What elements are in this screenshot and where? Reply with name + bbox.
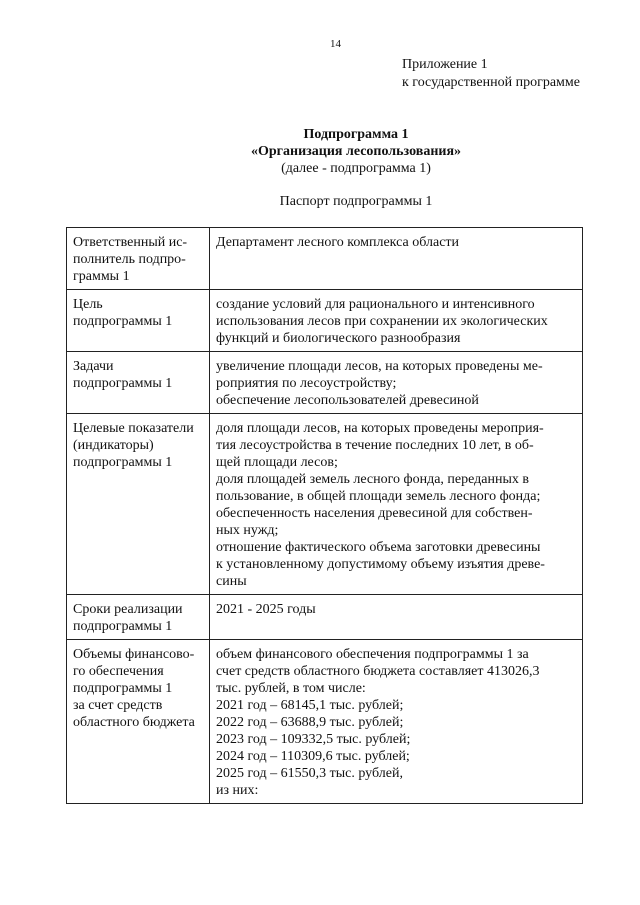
label-line: Цель: [73, 297, 103, 312]
row-value: [210, 595, 583, 640]
row-value: [210, 352, 583, 414]
table-row: [67, 595, 583, 640]
page-number: 14: [330, 38, 341, 50]
title-line-1: Подпрограмма 1: [303, 127, 409, 142]
value-line: роприятия по лесоустройству;: [216, 376, 397, 391]
value-line: обеспеченность населения древесиной для собствен-: [216, 506, 533, 521]
value-line: отношение фактического объема заготовки древесины: [216, 540, 541, 555]
value-line: 2023 год – 109332,5 тыс. рублей;: [216, 732, 411, 747]
value-line: увеличение площади лесов, на которых проведены ме-: [216, 359, 543, 374]
value-line: ных нужд;: [216, 523, 279, 538]
subprogram-title: [0, 126, 640, 177]
label-line: полнитель подпро-: [73, 252, 186, 267]
row-value: [210, 414, 583, 595]
value-line: тыс. рублей, в том числе:: [216, 681, 366, 696]
value-line: обеспечение лесопользователей древесиной: [216, 393, 479, 408]
table-row: [67, 290, 583, 352]
row-label: [67, 290, 210, 352]
value-line: тия лесоустройства в течение последних 10 лет, в об-: [216, 438, 534, 453]
label-line: подпрограммы 1: [73, 376, 173, 391]
label-line: подпрограммы 1: [73, 619, 173, 634]
passport-title: Паспорт подпрограммы 1: [279, 194, 433, 209]
label-line: Ответственный ис-: [73, 235, 188, 250]
value-line: функций и биологического разнообразия: [216, 331, 461, 346]
label-line: подпрограммы 1: [73, 681, 173, 696]
value-line: сины: [216, 574, 247, 589]
label-line: подпрограммы 1: [73, 314, 173, 329]
row-label: [67, 595, 210, 640]
title-line-2: «Организация лесопользования»: [250, 144, 462, 159]
value-line: создание условий для рационального и интенсивного: [216, 297, 535, 312]
value-line: доля площадей земель лесного фонда, переданных в: [216, 472, 529, 487]
row-label: [67, 352, 210, 414]
appendix-line-1: Приложение 1: [402, 57, 488, 72]
value-line: из них:: [216, 783, 259, 798]
table-row: [67, 228, 583, 290]
value-line: 2024 год – 110309,6 тыс. рублей;: [216, 749, 410, 764]
label-line: граммы 1: [73, 269, 130, 284]
row-value: [210, 290, 583, 352]
title-line-3: (далее - подпрограмма 1): [281, 161, 431, 176]
row-label: [67, 640, 210, 804]
passport-table: [66, 227, 583, 804]
label-line: (индикаторы): [73, 438, 154, 453]
row-label: [67, 228, 210, 290]
label-line: Объемы финансово-: [73, 647, 195, 662]
label-line: подпрограммы 1: [73, 455, 173, 470]
label-line: областного бюджета: [73, 715, 195, 730]
value-line: к установленному допустимому объему изъятия древе-: [216, 557, 545, 572]
row-value: [210, 640, 583, 804]
label-line: го обеспечения: [73, 664, 164, 679]
label-line: Задачи: [73, 359, 114, 374]
table-row: [67, 352, 583, 414]
label-line: за счет средств: [73, 698, 163, 713]
appendix-line-2: к государственной программе: [402, 75, 580, 90]
value-line: 2021 - 2025 годы: [216, 602, 316, 617]
value-line: пользование, в общей площади земель лесного фонда;: [216, 489, 541, 504]
value-line: 2021 год – 68145,1 тыс. рублей;: [216, 698, 404, 713]
value-line: объем финансового обеспечения подпрограммы 1 за: [216, 647, 529, 662]
label-line: Целевые показатели: [73, 421, 194, 436]
label-line: Сроки реализации: [73, 602, 183, 617]
table-row: [67, 414, 583, 595]
row-label: [67, 414, 210, 595]
value-line: 2022 год – 63688,9 тыс. рублей;: [216, 715, 404, 730]
value-line: использования лесов при сохранении их экологических: [216, 314, 548, 329]
value-line: Департамент лесного комплекса области: [216, 235, 460, 250]
value-line: доля площади лесов, на которых проведены мероприя-: [216, 421, 544, 436]
value-line: щей площади лесов;: [216, 455, 338, 470]
table-row: [67, 640, 583, 804]
appendix-note: [402, 56, 580, 92]
value-line: счет средств областного бюджета составляет 413026,3: [216, 664, 540, 679]
row-value: [210, 228, 583, 290]
value-line: 2025 год – 61550,3 тыс. рублей,: [216, 766, 403, 781]
